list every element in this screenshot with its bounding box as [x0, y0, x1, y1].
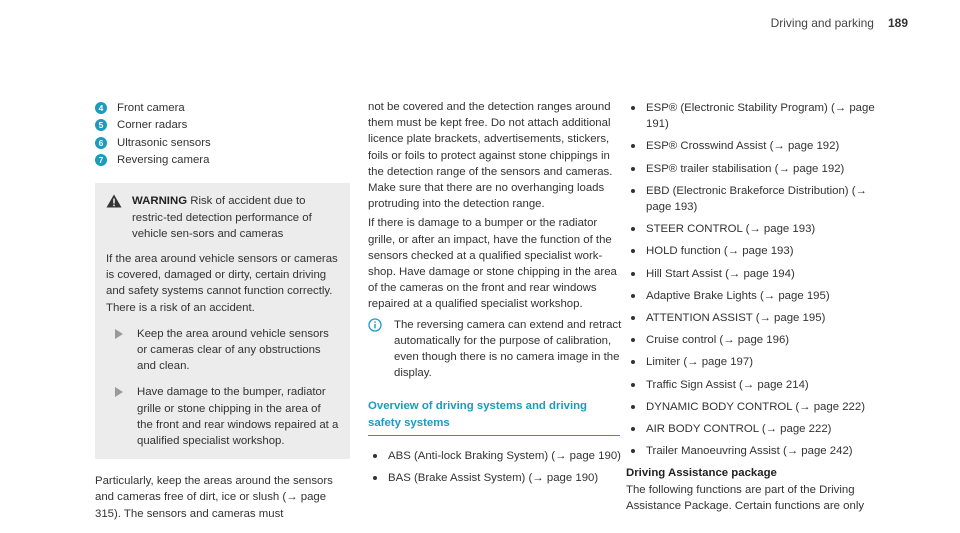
list-item: STEER CONTROL (→ page 193) [626, 221, 881, 237]
column-2 [368, 100, 623, 492]
body-paragraph: not be covered and the detection ranges around them must be kept free. Do not attach additional licence plate brackets, advertisements, stickers, foils or foils to protect against stone chippings in the detection range of the sensors and cameras. Make sure that there are no overhanging loads protruding into the detection range. [368, 101, 613, 211]
action-arrow-icon [115, 387, 123, 397]
legend-list [95, 100, 350, 168]
list-item: DYNAMIC BODY CONTROL (→ page 222) [626, 399, 881, 415]
bullet-list [368, 448, 623, 486]
list-item: ESP® trailer stabilisation (→ page 192) [626, 161, 881, 177]
column-1 [95, 100, 350, 522]
list-item: AIR BODY CONTROL (→ page 222) [626, 421, 881, 437]
list-item: ABS (Anti-lock Braking System) (→ page 190) [368, 448, 623, 464]
list-item: Limiter (→ page 197) [626, 354, 881, 370]
action-arrow-icon [115, 329, 123, 339]
legend-item [95, 117, 350, 133]
list-item: ESP® (Electronic Stability Program) (→ page 191) [626, 100, 881, 132]
legend-label: Reversing camera [117, 154, 210, 167]
warning-title-text [132, 193, 339, 242]
info-text: The reversing camera can extend and retract automatically for the purpose of calibration, even though there is no camera image in the display. [394, 318, 622, 380]
warning-description: If the area around vehicle sensors or cameras is covered, damaged or dirty, certain driving and safety systems cannot function correctly. There is a risk of an accident. [106, 252, 338, 314]
number-badge: 5 [95, 119, 107, 131]
warning-action [106, 326, 339, 375]
section-name: Driving and parking [770, 16, 874, 30]
number-badge: 7 [95, 154, 107, 166]
warning-action-text: Have damage to the bumper, radiator grille or stone chipping in the area of the front and rear windows repaired at a qualified specialist workshop. [137, 386, 339, 448]
legend-item [95, 135, 350, 151]
legend-label: Front camera [117, 102, 185, 114]
page-number: 189 [887, 16, 908, 30]
number-badge: 4 [95, 102, 107, 114]
list-item: Hill Start Assist (→ page 194) [626, 266, 881, 282]
body-paragraph: Particularly, keep the areas around the sensors and cameras free of dirt, ice or slush (→ page 315). The sensors and cameras must [95, 475, 333, 520]
page-header [771, 15, 908, 31]
list-item: HOLD function (→ page 193) [626, 243, 881, 259]
section-title: Overview of driving systems and driving safety systems [368, 398, 620, 435]
legend-label: Corner radars [117, 119, 188, 132]
body-paragraph: The following functions are part of the Driving Assistance Package. Certain functions are only [626, 483, 865, 512]
sub-heading: Driving Assistance package [626, 467, 777, 480]
warning-keyword: WARNING [132, 195, 188, 208]
legend-item [95, 152, 350, 168]
legend-item [95, 100, 350, 116]
warning-title [106, 193, 339, 242]
warning-heading: Risk of accident due to restric-ted detection performance of vehicle sen-sors and cameras [132, 195, 312, 240]
info-note [368, 317, 623, 382]
list-item: BAS (Brake Assist System) (→ page 190) [368, 470, 623, 486]
list-item: Trailer Manoeuvring Assist (→ page 242) [626, 443, 881, 459]
list-item: ATTENTION ASSIST (→ page 195) [626, 310, 881, 326]
number-badge: 6 [95, 137, 107, 149]
list-item: ESP® Crosswind Assist (→ page 192) [626, 138, 881, 154]
body-paragraph: If there is damage to a bumper or the radiator grille, or after an impact, have the function of the sensors checked at a qualified specialist work-shop. Have damage or stone chipping in the area of the cameras on the front and rear windows repaired at a qualified specialist workshop. [368, 217, 617, 311]
bullet-list [626, 100, 881, 459]
list-item: EBD (Electronic Brakeforce Distribution) (→ page 193) [626, 183, 881, 215]
list-item: Traffic Sign Assist (→ page 214) [626, 377, 881, 393]
warning-box [95, 183, 350, 459]
info-icon [368, 318, 382, 332]
legend-label: Ultrasonic sensors [117, 136, 211, 149]
list-item: Cruise control (→ page 196) [626, 332, 881, 348]
warning-triangle-icon [106, 194, 122, 208]
column-3 [626, 100, 881, 514]
warning-action-text: Keep the area around vehicle sensors or cameras clear of any obstructions and clean. [137, 327, 329, 373]
warning-action [106, 384, 339, 449]
list-item: Adaptive Brake Lights (→ page 195) [626, 288, 881, 304]
